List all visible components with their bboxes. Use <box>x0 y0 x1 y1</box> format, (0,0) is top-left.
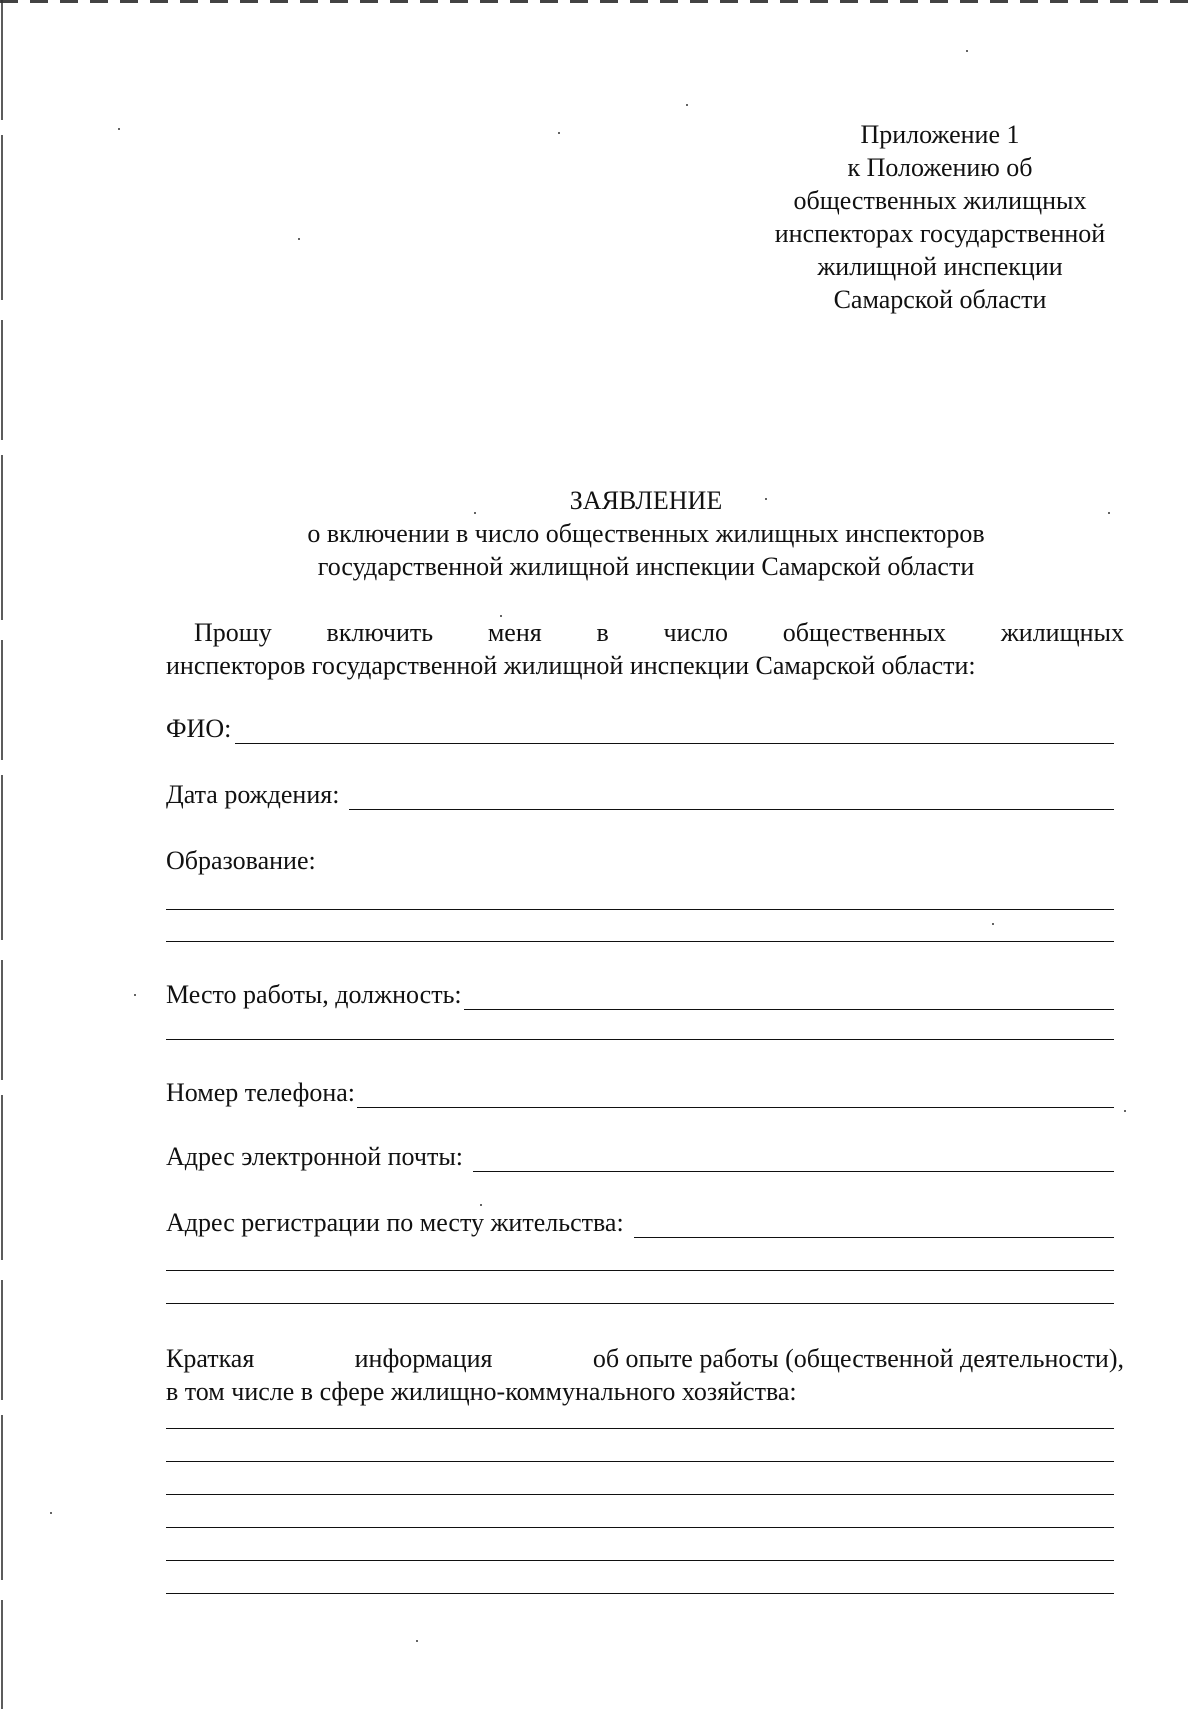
brief-info-word: об опыте работы (общественной деятельности), <box>592 1344 1124 1373</box>
education-input-line-2[interactable] <box>166 941 1114 942</box>
registration-address-field <box>166 1208 1114 1238</box>
intro-line <box>166 616 1124 649</box>
title-subtitle-line: государственной жилищной инспекции Самарской области <box>317 552 975 581</box>
workplace-input-line-1[interactable] <box>464 985 1114 1010</box>
appendix-line: инспекторах государственной <box>774 219 1106 248</box>
brief-info-word: информация <box>354 1344 493 1373</box>
appendix-line: Приложение 1 <box>860 120 1020 149</box>
intro-word: меня <box>487 618 542 647</box>
fio-input-line[interactable] <box>235 719 1114 744</box>
scan-left-border <box>1 0 3 1709</box>
title-heading: ЗАЯВЛЕНИЕ <box>569 486 723 515</box>
scan-speck <box>134 994 136 996</box>
email-field <box>166 1142 1114 1172</box>
scan-speck <box>118 128 120 130</box>
registration-address-input-line-2[interactable] <box>166 1270 1114 1271</box>
birth-date-label: Дата рождения: <box>166 780 340 809</box>
scan-speck <box>298 238 300 240</box>
brief-info-line <box>166 1342 1124 1375</box>
scan-speck <box>1124 1110 1126 1112</box>
appendix-header <box>720 118 1160 316</box>
brief-info-input-line-1[interactable] <box>166 1428 1114 1429</box>
appendix-line: к Положению об <box>847 153 1033 182</box>
birth-date-field <box>166 780 1114 810</box>
scan-speck <box>992 923 994 925</box>
intro-word: общественных <box>782 618 947 647</box>
intro-word: жилищных <box>1000 618 1124 647</box>
brief-info-input-line-3[interactable] <box>166 1494 1114 1495</box>
intro-line: инспекторов государственной жилищной инспекции Самарской области: <box>166 651 976 680</box>
intro-paragraph <box>166 616 1124 682</box>
brief-info-input-line-2[interactable] <box>166 1461 1114 1462</box>
intro-word: в <box>596 618 609 647</box>
document-title <box>160 484 1132 583</box>
workplace-field <box>166 980 1114 1010</box>
birth-date-input-line[interactable] <box>349 785 1114 810</box>
brief-info-input-line-4[interactable] <box>166 1527 1114 1528</box>
scan-speck <box>480 1204 482 1206</box>
scan-speck <box>686 104 688 106</box>
education-label: Образование: <box>166 846 316 875</box>
appendix-line: жилищной инспекции <box>817 252 1063 281</box>
phone-label: Номер телефона: <box>166 1078 356 1107</box>
brief-info-input-line-5[interactable] <box>166 1560 1114 1561</box>
workplace-label: Место работы, должность: <box>166 980 462 1009</box>
title-subtitle-line: о включении в число общественных жилищных инспекторов <box>307 519 985 548</box>
scan-speck <box>416 1640 418 1642</box>
phone-input-line[interactable] <box>357 1083 1114 1108</box>
intro-word: число <box>663 618 728 647</box>
education-input-line-1[interactable] <box>166 909 1114 910</box>
scan-speck <box>558 132 560 134</box>
scan-top-border <box>0 0 1200 3</box>
registration-address-input-line-3[interactable] <box>166 1303 1114 1304</box>
phone-field <box>166 1078 1114 1108</box>
appendix-line: общественных жилищных <box>793 186 1087 215</box>
fio-label: ФИО: <box>166 714 232 743</box>
scan-speck <box>50 1512 52 1514</box>
brief-info-input-line-6[interactable] <box>166 1593 1114 1594</box>
workplace-input-line-2[interactable] <box>166 1039 1114 1040</box>
brief-info-line: в том числе в сфере жилищно-коммунального хозяйства: <box>166 1377 797 1406</box>
email-input-line[interactable] <box>473 1147 1114 1172</box>
intro-word: включить <box>326 618 434 647</box>
registration-address-label: Адрес регистрации по месту жительства: <box>166 1208 624 1237</box>
email-label: Адрес электронной почты: <box>166 1142 464 1171</box>
intro-word: Прошу <box>194 618 272 647</box>
appendix-line: Самарской области <box>833 285 1047 314</box>
fio-field <box>166 714 1114 744</box>
brief-info-word: Краткая <box>166 1344 255 1373</box>
registration-address-input-line-1[interactable] <box>634 1213 1114 1238</box>
brief-info-paragraph <box>166 1342 1124 1408</box>
scan-speck <box>966 50 968 52</box>
